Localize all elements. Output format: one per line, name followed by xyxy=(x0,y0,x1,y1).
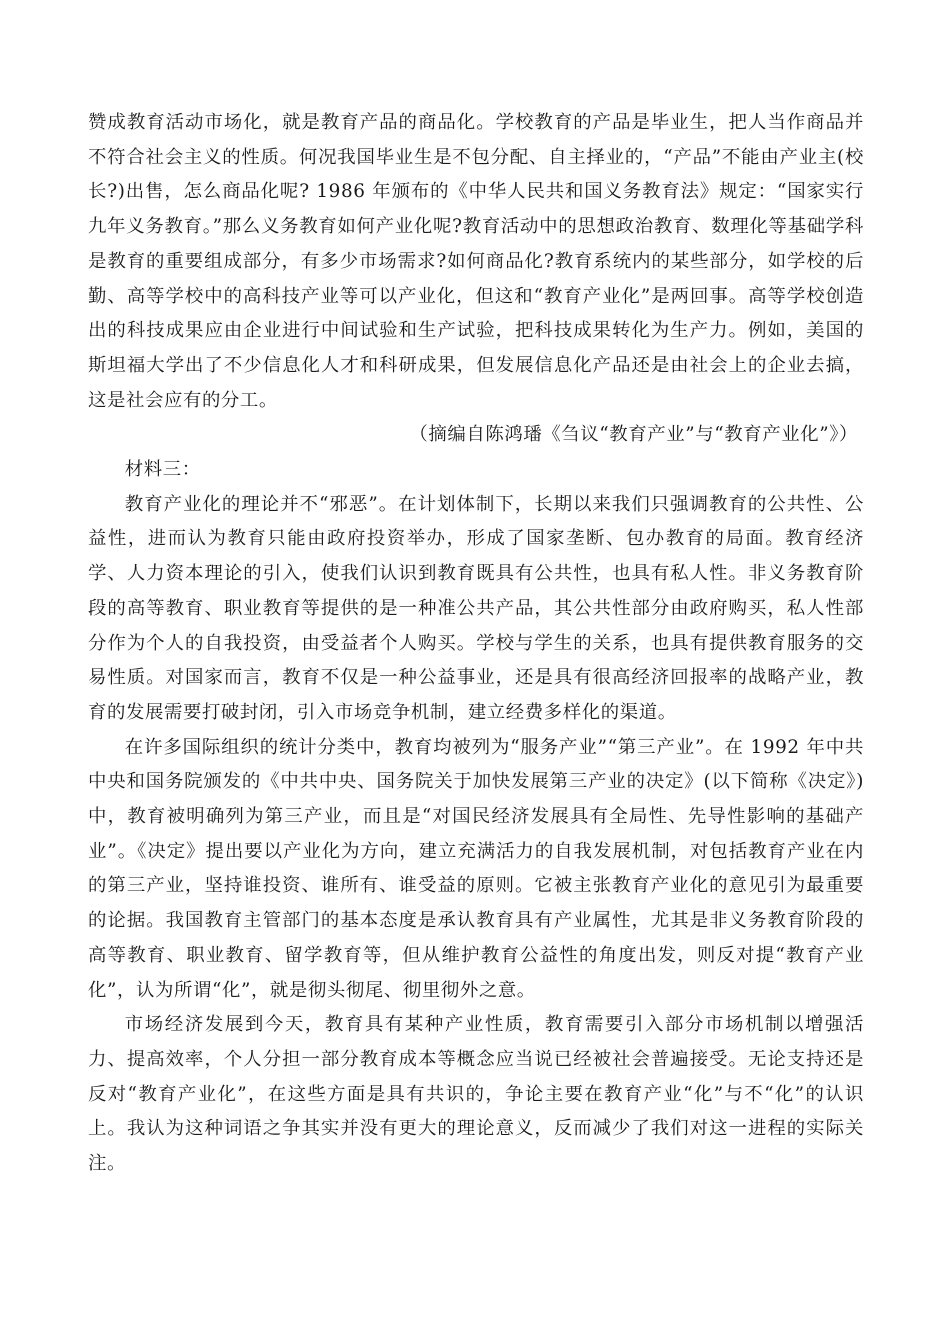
paragraph-continued: 赞成教育活动市场化，就是教育产品的商品化。学校教育的产品是毕业生，把人当作商品并不符合社会主义的性质。何况我国毕业生是不包分配、自主择业的，“产品”不能由产业主(校长?)出售，怎么商品化呢? 1986 年颁布的《中华人民共和国义务教育法》规定：“国家实行九年义务教育。”那么义务教育如何产业化呢?教育活动中的思想政治教育、数理化等基础学科是教育的重要组成部分，有多少市场需求?如何商品化?教育系统内的某些部分，如学校的后勤、高等学校中的高科技产业等可以产业化，但这和“教育产业化”是两回事。高等学校创造出的科技成果应由企业进行中间试验和生产试验，把科技成果转化为生产力。例如，美国的斯坦福大学出了不少信息化人才和科研成果，但发展信息化产品还是由社会上的企业去搞，这是社会应有的分工。 xyxy=(88,112,864,411)
paragraph-1: 教育产业化的理论并不“邪恶”。在计划体制下，长期以来我们只强调教育的公共性、公益性，进而认为教育只能由政府投资举办，形成了国家垄断、包办教育的局面。教育经济学、人力资本理论的引入，使我们认识到教育既具有公共性，也具有私人性。非义务教育阶段的高等教育、职业教育等提供的是一种准公共产品，其公共性部分由政府购买，私人性部分作为个人的自我投资，由受益者个人购买。学校与学生的关系，也具有提供教育服务的交易性质。对国家而言，教育不仅是一种公益事业，还是具有很高经济回报率的战略产业，教育的发展需要打破封闭，引入市场竞争机制，建立经费多样化的渠道。 xyxy=(88,493,864,723)
section-heading-material-three: 材料三： xyxy=(124,459,201,481)
paragraph-2: 在许多国际组织的统计分类中，教育均被列为“服务产业”“第三产业”。在 1992 年中共中央和国务院颁发的《中共中央、国务院关于加快发展第三产业的决定》(以下简称《决定》)中，教育被明确列为第三产业，而且是“对国民经济发展具有全局性、先导性影响的基础产业”。《决定》提出要以产业化为方向，建立充满活力的自我发展机制，对包括教育产业在内的第三产业，坚持谁投资、谁所有、谁受益的原则。它被主张教育产业化的意见引为最重要的论据。我国教育主管部门的基本态度是承认教育具有产业属性，尤其是非义务教育阶段的高等教育、职业教育、留学教育等，但从维护教育公益性的角度出发，则反对提“教育产业化”，认为所谓“化”，就是彻头彻尾、彻里彻外之意。 xyxy=(88,736,864,1001)
document-page xyxy=(88,106,864,1182)
source-citation: （摘编自陈鸿璠《刍议“教育产业”与“教育产业化”》） xyxy=(409,424,858,446)
paragraph-3: 市场经济发展到今天，教育具有某种产业性质，教育需要引入部分市场机制以增强活力、提高效率，个人分担一部分教育成本等概念应当说已经被社会普遍接受。无论支持还是反对“教育产业化”，在这些方面是具有共识的，争论主要在教育产业“化”与不“化”的认识上。我认为这种词语之争其实并没有更大的理论意义，反而减少了我们对这一进程的实际关注。 xyxy=(88,1014,864,1175)
